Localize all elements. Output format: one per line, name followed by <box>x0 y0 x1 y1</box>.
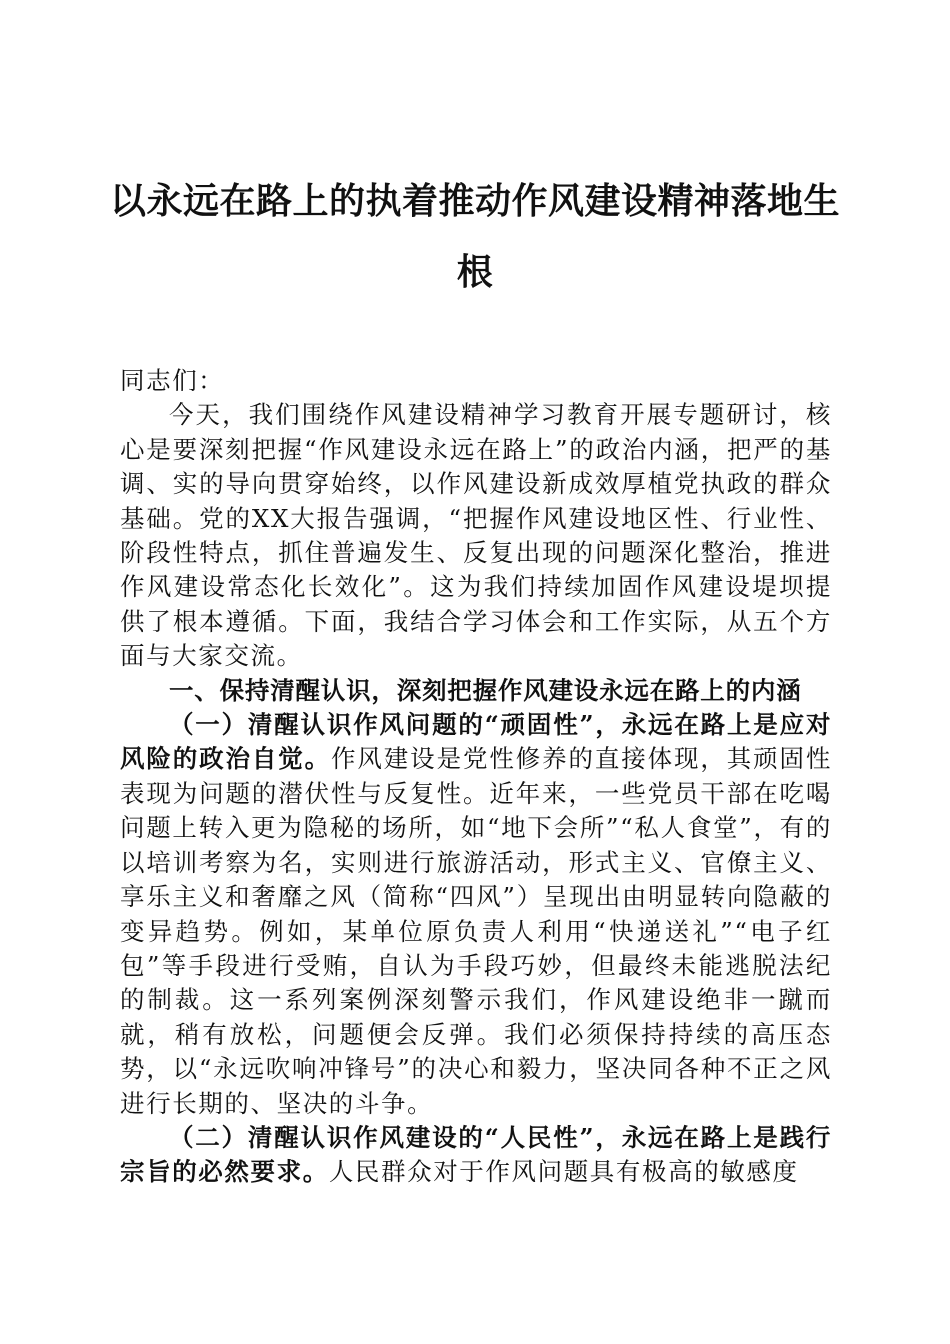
title-line-2: 根 <box>456 252 494 293</box>
document-title <box>100 166 850 308</box>
salutation: 同志们： <box>120 366 225 395</box>
subsection-1-paragraph <box>120 708 832 1121</box>
intro-paragraph: 今天，我们围绕作风建设精神学习教育开展专题研讨，核心是要深刻把握“作风建设永远在路上”的政治内涵，把严的基调、实的导向贯穿始终，以作风建设新成效厚植党执政的群众基础。党的XX大报告强调，“把握作风建设地区性、行业性、阶段性特点，抓住普遍发生、反复出现的问题深化整治，推进作风建设常态化长效化”。这为我们持续加固作风建设堤坝提供了根本遵循。下面，我结合学习体会和工作实际，从五个方面与大家交流。 <box>120 400 832 671</box>
subsection-1-lead: （一）清醒认识作风问题的“顽固性”，永远在路上是应对风险的政治自觉。 <box>120 710 832 774</box>
subsection-2-paragraph <box>120 1121 832 1190</box>
subsection-2-lead: （二）清醒认识作风建设的“人民性”，永远在路上是践行宗旨的必然要求。 <box>120 1122 832 1187</box>
subsection-1-text: 作风建设是党性修养的直接体现，其顽固性表现为问题的潜伏性与反复性。近年来，一些党员干部在吃喝问题上转入更为隐秘的场所，如“地下会所”“私人食堂”，有的以培训考察为名，实则进行旅游活动，形式主义、官僚主义、享乐主义和奢靡之风（简称“四风”）呈现出由明显转向隐蔽的变异趋势。例如，某单位原负责人利用“快递送礼”“电子红包”等手段进行受贿，自认为手段巧妙，但最终未能逃脱法纪的制裁。这一系列案例深刻警示我们，作风建设绝非一蹴而就，稍有放松，问题便会反弹。我们必须保持持续的高压态势，以“永远吹响冲锋号”的决心和毅力，坚决同各种不正之风进行长期的、坚决的斗争。 <box>120 744 832 1118</box>
title-line-1: 以永远在路上的执着推动作风建设精神落地生 <box>109 181 840 222</box>
section-1-heading: 一、保持清醒认识，深刻把握作风建设永远在路上的内涵 <box>169 675 802 705</box>
document-body <box>120 364 832 1190</box>
subsection-2-text: 人民群众对于作风问题具有极高的敏感度 <box>328 1157 799 1187</box>
